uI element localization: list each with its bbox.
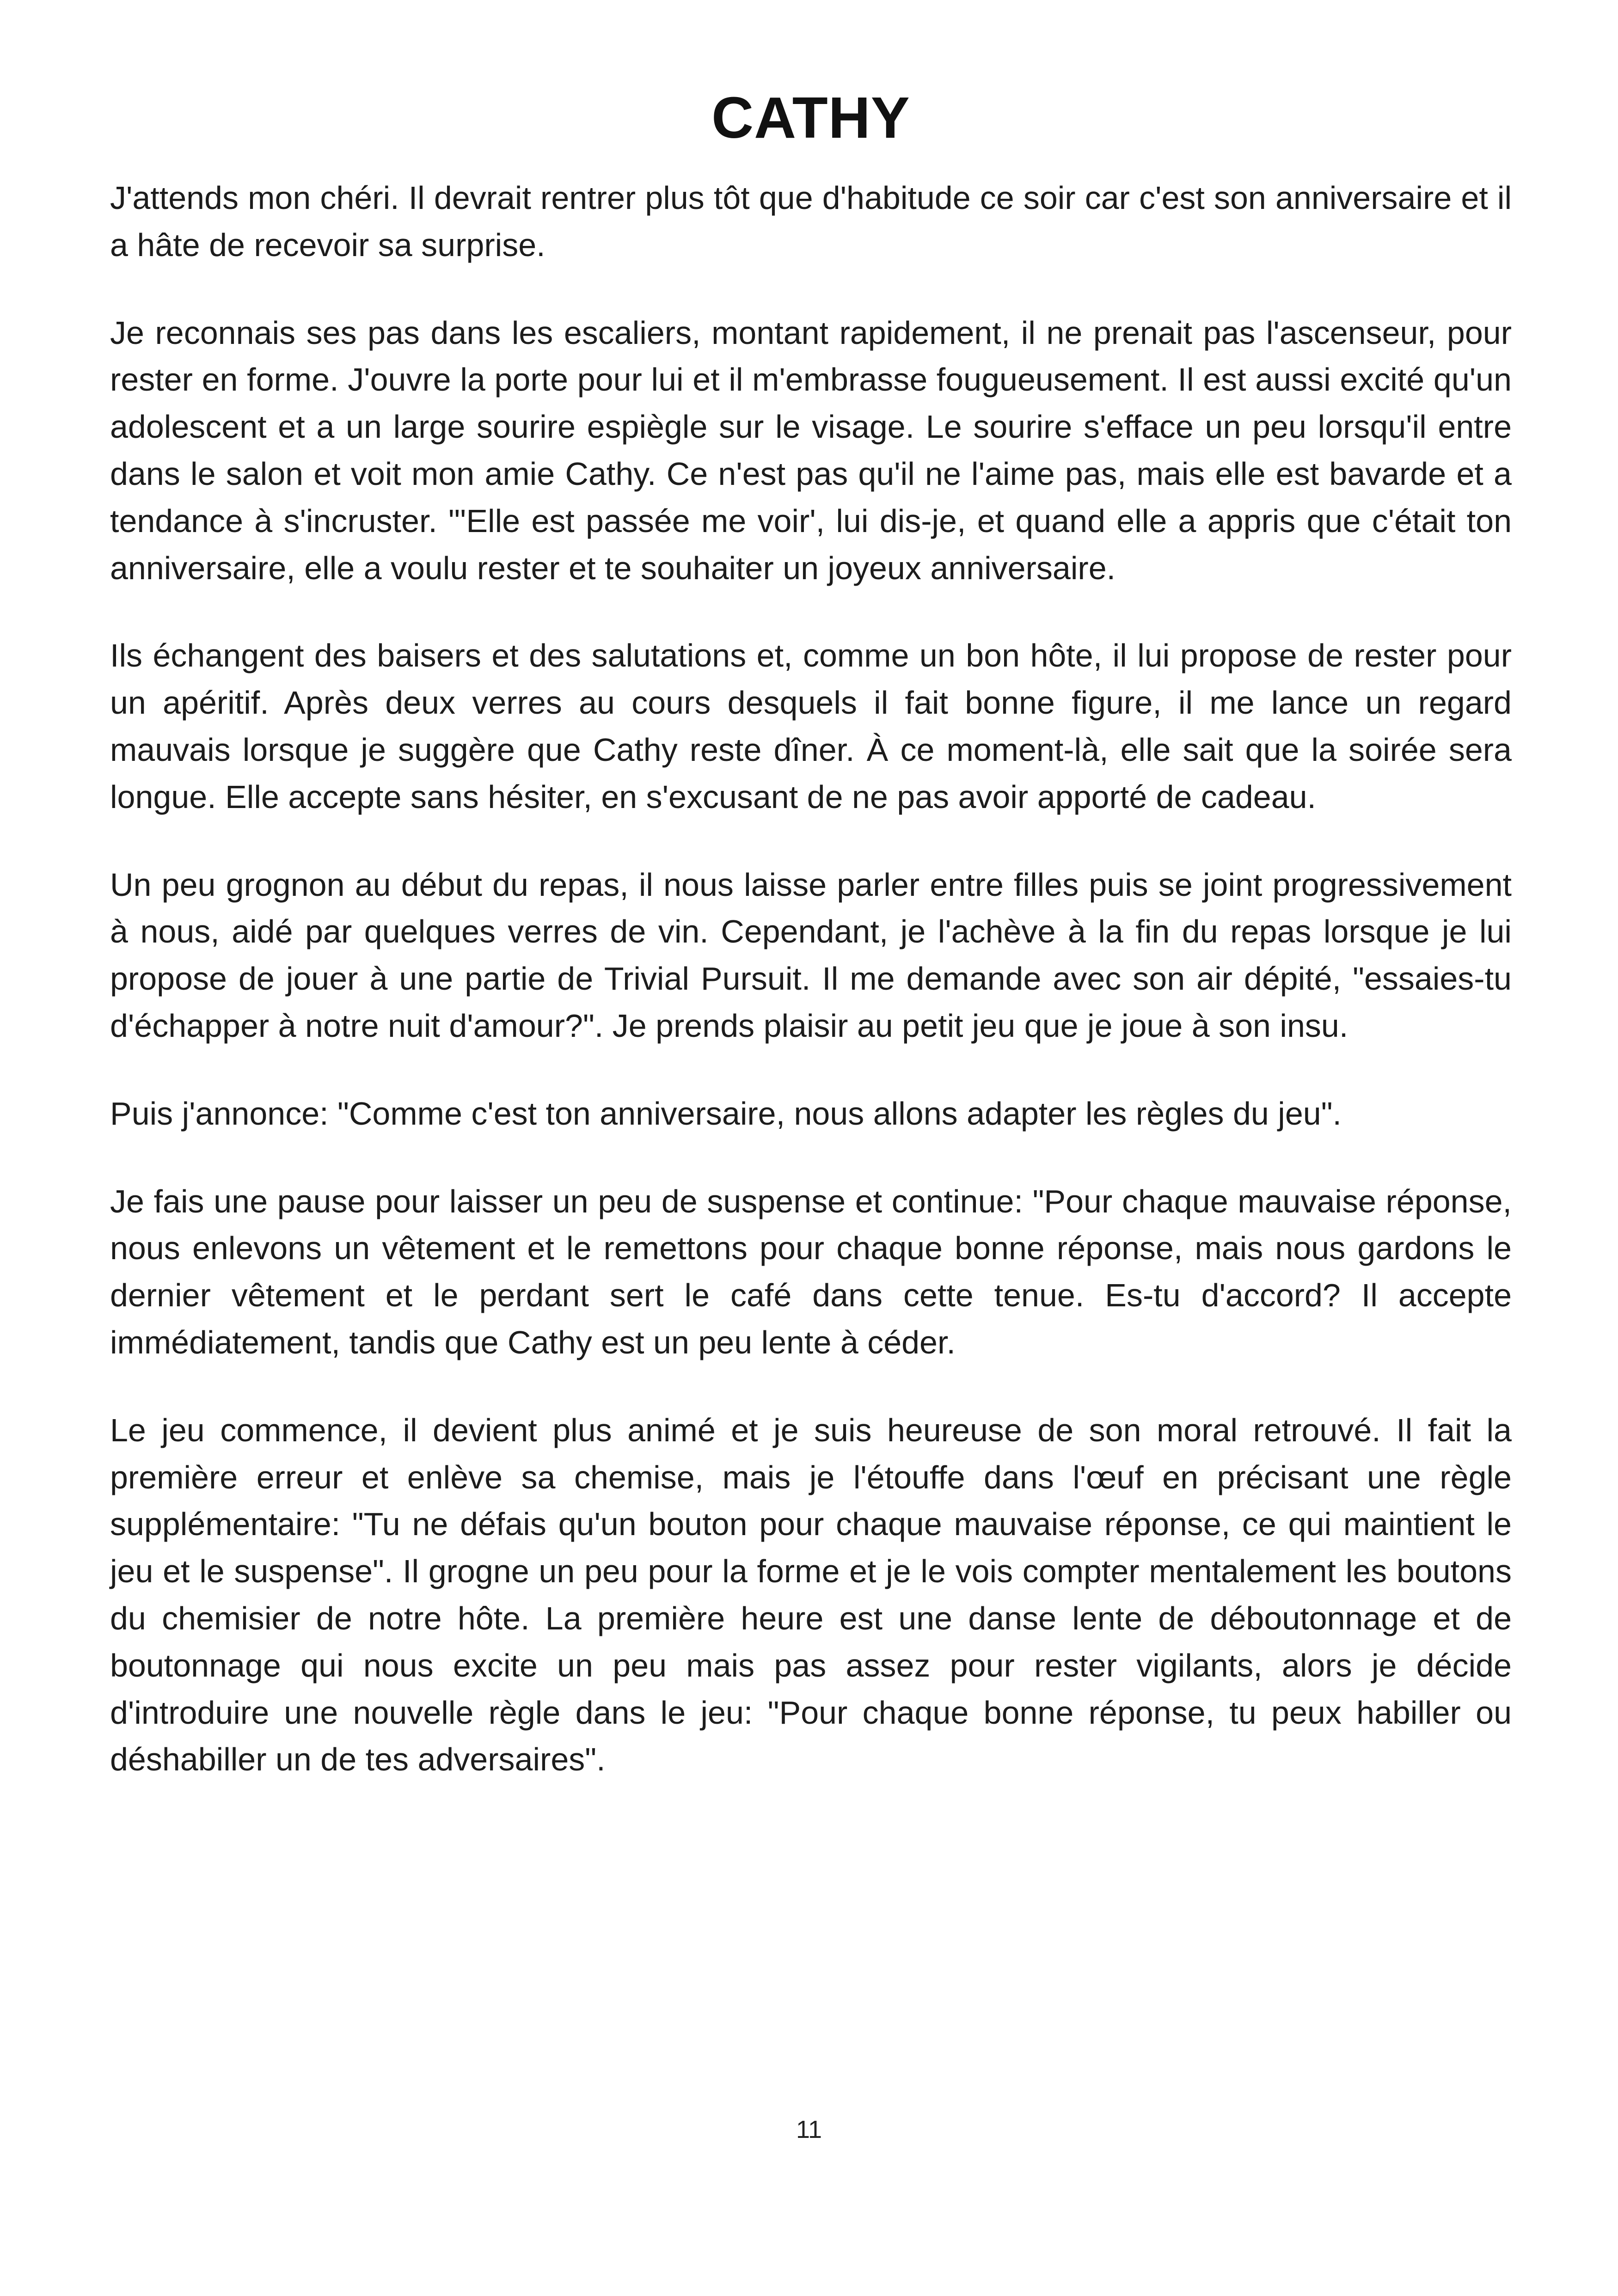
paragraph: Puis j'annonce: "Comme c'est ton anniversaire, nous allons adapter les règles du jeu". xyxy=(110,1095,1342,1132)
page-number: 11 xyxy=(796,2116,822,2143)
paragraph: Ils échangent des baisers et des salutations et, comme un bon hôte, il lui propose de rester pour un apéritif. Après deux verres au cours desquels il fait bonne figure, il me lance un regard mauvais lorsque je suggère que Cathy reste dîner. À ce moment-là, elle sait que la soirée sera longue. Elle accepte sans hésiter, en s'excusant de ne pas avoir apporté de cadeau. xyxy=(110,637,1512,815)
chapter-title: CATHY xyxy=(711,85,910,150)
paragraph: Je reconnais ses pas dans les escaliers, montant rapidement, il ne prenait pas l'ascenseur, pour rester en forme. J'ouvre la porte pour lui et il m'embrasse fougueusement. Il est aussi excité qu'un adolescent et a un large sourire espiègle sur le visage. Le sourire s'efface un peu lorsqu'il entre dans le salon et voit mon amie Cathy. Ce n'est pas qu'il ne l'aime pas, mais elle est bavarde et a tendance à s'incruster. "'Elle est passée me voir', lui dis-je, et quand elle a appris que c'était ton anniversaire, elle a voulu rester et te souhaiter un joyeux anniversaire. xyxy=(110,314,1512,586)
paragraph: Je fais une pause pour laisser un peu de suspense et continue: "Pour chaque mauvaise réponse, nous enlevons un vêtement et le remettons pour chaque bonne réponse, mais nous gardons le dernier vêtement et le perdant sert le café dans cette tenue. Es-tu d'accord? Il accepte immédiatement, tandis que Cathy est un peu lente à céder. xyxy=(110,1183,1512,1360)
page-content xyxy=(110,83,1512,1824)
paragraph: Le jeu commence, il devient plus animé et je suis heureuse de son moral retrouvé. Il fait la première erreur et enlève sa chemise, mais je l'étouffe dans l'œuf en précisant une règle supplémentaire: "Tu ne défais qu'un bouton pour chaque mauvaise réponse, ce qui maintient le jeu et le suspense". Il grogne un peu pour la forme et je le vois compter mentalement les boutons du chemisier de notre hôte. La première heure est une danse lente de déboutonnage et de boutonnage qui nous excite un peu mais pas assez pour rester vigilants, alors je décide d'introduire une nouvelle règle dans le jeu: "Pour chaque bonne réponse, tu peux habiller ou déshabiller un de tes adversaires". xyxy=(110,1412,1512,1778)
paragraph: J'attends mon chéri. Il devrait rentrer plus tôt que d'habitude ce soir car c'est son anniversaire et il a hâte de recevoir sa surprise. xyxy=(110,180,1512,263)
paragraph: Un peu grognon au début du repas, il nous laisse parler entre filles puis se joint progressivement à nous, aidé par quelques verres de vin. Cependant, je l'achève à la fin du repas lorsque je lui propose de jouer à une partie de Trivial Pursuit. Il me demande avec son air dépité, "essaies-tu d'échapper à notre nuit d'amour?". Je prends plaisir au petit jeu que je joue à son insu. xyxy=(110,866,1512,1044)
